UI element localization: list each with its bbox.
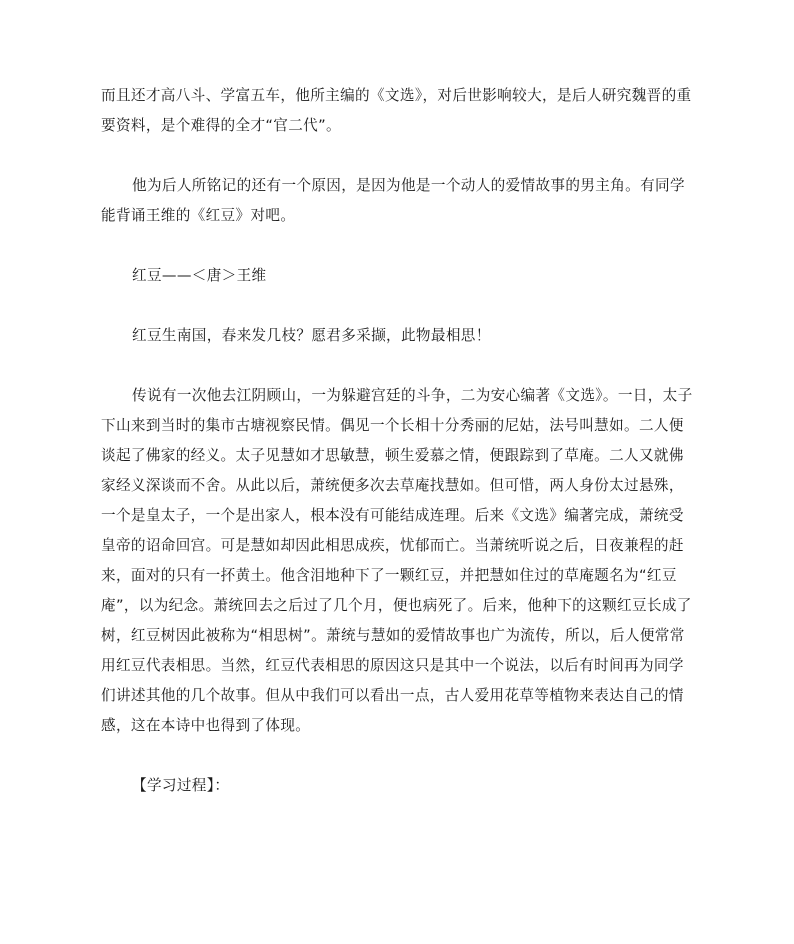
paragraph-line: 来，面对的只有一抔黄土。他含泪地种下了一颗红豆，并把慧如住过的草庵题名为“红豆 xyxy=(101,567,677,584)
paragraph-line: 能背诵王维的《红豆》对吧。 xyxy=(101,207,296,224)
section-heading: 【学习过程】： xyxy=(132,777,230,794)
paragraph-line: 庵”，以为纪念。萧统回去之后过了几个月，便也病死了。后来，他种下的这颗红豆长成了 xyxy=(101,597,692,614)
paragraph-line: 皇帝的诏命回宫。可是慧如却因此相思成疾，忧郁而亡。当萧统听说之后，日夜兼程的赶 xyxy=(101,537,684,554)
poem-title: 红豆——＜唐＞王维 xyxy=(132,267,267,284)
paragraph-line: 谈起了佛家的经义。太子见慧如才思敏慧，顿生爱慕之情，便跟踪到了草庵。二人又就佛 xyxy=(101,447,684,464)
paragraph-line: 下山来到当时的集市古塘视察民情。偶见一个长相十分秀丽的尼姑，法号叫慧如。二人便 xyxy=(101,417,684,434)
paragraph-line: 传说有一次他去江阴顾山，一为躲避宫廷的斗争，二为安心编著《文选》。一日，太子 xyxy=(132,387,693,404)
paragraph-line: 而且还才高八斗、学富五车，他所主编的《文选》，对后世影响较大，是后人研究魏晋的重 xyxy=(101,87,692,104)
paragraph-line: 要资料，是个难得的全才“官二代”。 xyxy=(101,117,341,134)
paragraph-line: 用红豆代表相思。当然，红豆代表相思的原因这只是其中一个说法，以后有时间再为同学 xyxy=(101,657,684,674)
paragraph-line: 家经义深谈而不舍。从此以后，萧统便多次去草庵找慧如。但可惜，两人身份太过悬殊， xyxy=(101,477,684,494)
paragraph-line: 树，红豆树因此被称为“相思树”。萧统与慧如的爱情故事也广为流传，所以，后人便常常 xyxy=(101,627,685,644)
poem-text: 红豆生南国，春来发几枝？愿君多采撷，此物最相思！ xyxy=(132,327,491,344)
paragraph-line: 一个是皇太子，一个是出家人，根本没有可能结成连理。后来《文选》编著完成，萧统受 xyxy=(101,507,684,524)
paragraph-line: 们讲述其他的几个故事。但从中我们可以看出一点，古人爱用花草等植物来表达自己的情 xyxy=(101,687,684,704)
paragraph-line: 感，这在本诗中也得到了体现。 xyxy=(101,717,311,734)
paragraph-line: 他为后人所铭记的还有一个原因，是因为他是一个动人的爱情故事的男主角。有同学 xyxy=(132,177,685,194)
